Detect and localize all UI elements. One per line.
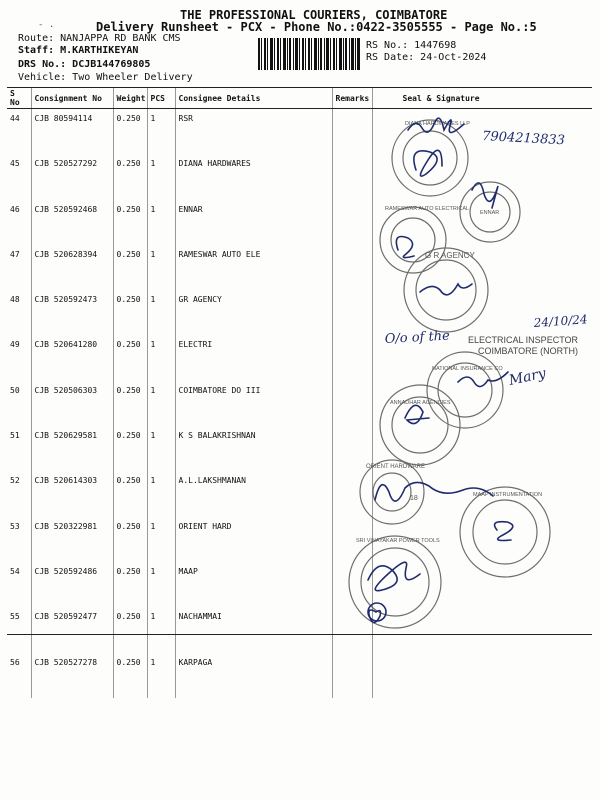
cell-remarks [332, 335, 372, 380]
cell-weight: 0.250 [113, 154, 147, 199]
cell-pcs: 1 [147, 245, 175, 290]
cell-consignee: MAAP [175, 562, 332, 607]
table-bottom-rule [7, 634, 592, 635]
cell-seal [372, 653, 592, 698]
rs-number: RS No.: 1447698 [366, 40, 457, 51]
cell-weight: 0.250 [113, 200, 147, 245]
col-header-consignment: Consignment No [31, 88, 113, 109]
cell-sno: 48 [10, 295, 20, 305]
cell-sno: 49 [10, 340, 20, 350]
cell-sno: 51 [10, 431, 20, 441]
route-label: Route: NANJAPPA RD BANK CMS [18, 33, 181, 44]
cell-consignee: COIMBATORE DO III [175, 381, 332, 426]
cell-consignee: KARPAGA [175, 653, 332, 698]
cell-consignee: DIANA HARDWARES [175, 154, 332, 199]
drs-number: DRS No.: DCJB144769805 [18, 59, 151, 70]
cell-consignee: ORIENT HARD [175, 517, 332, 562]
insurance-stamp-text: NATIONAL INSURANCE CO [432, 366, 503, 372]
cell-consignment: CJB 520527278 [31, 653, 113, 698]
handwritten-office-note: O/o of the [384, 328, 451, 347]
cell-pcs: 1 [147, 471, 175, 516]
cell-seal [372, 200, 592, 245]
handwritten-mary: Mary [507, 365, 548, 389]
cell-pcs: 1 [147, 200, 175, 245]
cell-sno: 47 [10, 249, 20, 259]
cell-consignment: CJB 520506303 [31, 381, 113, 426]
cell-seal [372, 335, 592, 380]
cell-weight: 0.250 [113, 335, 147, 380]
cell-remarks [332, 517, 372, 562]
cell-pcs: 1 [147, 607, 175, 652]
sticker-number: 18 [410, 495, 418, 502]
cell-sno: 52 [10, 476, 20, 486]
table-row [7, 109, 592, 155]
cell-weight: 0.250 [113, 562, 147, 607]
gr-agency-stamp-text: G R AGENCY [425, 251, 475, 260]
company-name: THE PROFESSIONAL COURIERS, COIMBATORE [180, 8, 448, 22]
cell-remarks [332, 426, 372, 471]
cell-remarks [332, 607, 372, 652]
rs-date: RS Date: 24-Oct-2024 [366, 52, 487, 63]
cell-pcs: 1 [147, 562, 175, 607]
cell-consignee: RSR [175, 109, 332, 155]
cell-sno: 45 [10, 159, 20, 169]
table-row [7, 426, 592, 471]
table-row [7, 653, 592, 698]
cell-pcs: 1 [147, 653, 175, 698]
annadhar-stamp-text: ANNADHAR AGENCIES [390, 400, 451, 406]
vehicle-label: Vehicle: Two Wheeler Delivery [18, 72, 193, 83]
cell-seal [372, 562, 592, 607]
cell-seal [372, 517, 592, 562]
cell-consignment: CJB 520527292 [31, 154, 113, 199]
col-header-consignee: Consignee Details [175, 88, 332, 109]
maap-stamp-text: MAAP INSTRUMENTATION [473, 492, 543, 498]
cell-sno: 54 [10, 566, 20, 576]
vinayakar-stamp-text: SRI VINAYAKAR POWER TOOLS [356, 538, 440, 544]
handwritten-phone: 7904213833 [481, 129, 566, 149]
corner-mark: - . [38, 20, 55, 30]
cell-pcs: 1 [147, 109, 175, 155]
cell-remarks [332, 653, 372, 698]
cell-seal [372, 290, 592, 335]
col-header-weight: Weight [113, 88, 147, 109]
cell-consignment: CJB 520592473 [31, 290, 113, 335]
cell-seal [372, 109, 592, 155]
cell-remarks [332, 471, 372, 516]
cell-consignee: RAMESWAR AUTO ELE [175, 245, 332, 290]
cell-remarks [332, 109, 372, 155]
table-header-row [7, 88, 592, 109]
cell-consignee: ELECTRI [175, 335, 332, 380]
cell-weight: 0.250 [113, 517, 147, 562]
cell-seal [372, 381, 592, 426]
cell-seal [372, 426, 592, 471]
orient-stamp-text: ORIENT HARDWARE [366, 464, 426, 470]
table-row [7, 562, 592, 607]
cell-consignment: CJB 520592477 [31, 607, 113, 652]
cell-weight: 0.250 [113, 653, 147, 698]
delivery-table [7, 87, 592, 698]
table-row [7, 607, 592, 652]
cell-weight: 0.250 [113, 607, 147, 652]
cell-weight: 0.250 [113, 426, 147, 471]
staff-label: Staff: M.KARTHIKEYAN [18, 45, 139, 56]
col-header-sno: S No [7, 88, 31, 109]
cell-seal [372, 607, 592, 652]
runsheet-title: Delivery Runsheet - PCX - Phone No.:0422-3505555 - Page No.:5 [96, 20, 537, 34]
col-header-remarks: Remarks [332, 88, 372, 109]
table-row [7, 200, 592, 245]
cell-consignment: CJB 520322981 [31, 517, 113, 562]
cell-consignee: ENNAR [175, 200, 332, 245]
table-row [7, 517, 592, 562]
cell-weight: 0.250 [113, 471, 147, 516]
cell-consignment: CJB 520614303 [31, 471, 113, 516]
table-row [7, 381, 592, 426]
col-header-seal: Seal & Signature [372, 88, 592, 109]
table-row [7, 245, 592, 290]
cell-consignee: A.L.LAKSHMANAN [175, 471, 332, 516]
cell-weight: 0.250 [113, 109, 147, 155]
cell-pcs: 1 [147, 426, 175, 471]
table-row [7, 471, 592, 516]
handwritten-date: 24/10/24 [533, 312, 588, 330]
cell-remarks [332, 200, 372, 245]
cell-weight: 0.250 [113, 290, 147, 335]
cell-remarks [332, 245, 372, 290]
cell-weight: 0.250 [113, 245, 147, 290]
table-row [7, 335, 592, 380]
cell-sno: 50 [10, 385, 20, 395]
inspector-stamp-line1: ELECTRICAL INSPECTOR [468, 335, 579, 345]
cell-consignment: CJB 520628394 [31, 245, 113, 290]
cell-consignee: NACHAMMAI [175, 607, 332, 652]
cell-remarks [332, 562, 372, 607]
cell-seal [372, 471, 592, 516]
table-row [7, 154, 592, 199]
table-row [7, 290, 592, 335]
cell-sno: 56 [10, 657, 20, 667]
cell-pcs: 1 [147, 154, 175, 199]
cell-pcs: 1 [147, 381, 175, 426]
cell-seal [372, 245, 592, 290]
cell-remarks [332, 290, 372, 335]
cell-consignment: CJB 520641280 [31, 335, 113, 380]
barcode-icon [258, 38, 360, 70]
ennar-stamp-text: ENNAR [480, 210, 500, 216]
cell-remarks [332, 381, 372, 426]
cell-consignee: GR AGENCY [175, 290, 332, 335]
cell-pcs: 1 [147, 290, 175, 335]
cell-consignment: CJB 520592486 [31, 562, 113, 607]
cell-consignment: CJB 520592468 [31, 200, 113, 245]
cell-consignee: K S BALAKRISHNAN [175, 426, 332, 471]
diana-stamp-text: DIANA HARDWARES LLP [405, 121, 470, 127]
cell-remarks [332, 154, 372, 199]
cell-sno: 53 [10, 521, 20, 531]
cell-sno: 55 [10, 612, 20, 622]
cell-pcs: 1 [147, 517, 175, 562]
cell-sno: 44 [10, 114, 20, 123]
rameswar-stamp-text: RAMESWAR AUTO ELECTRICAL [385, 206, 470, 212]
cell-weight: 0.250 [113, 381, 147, 426]
cell-consignment: CJB 80594114 [31, 109, 113, 155]
cell-sno: 46 [10, 204, 20, 214]
cell-pcs: 1 [147, 335, 175, 380]
inspector-stamp-line2: COIMBATORE (NORTH) [478, 346, 579, 356]
col-header-pcs: PCS [147, 88, 175, 109]
cell-seal [372, 154, 592, 199]
cell-consignment: CJB 520629581 [31, 426, 113, 471]
